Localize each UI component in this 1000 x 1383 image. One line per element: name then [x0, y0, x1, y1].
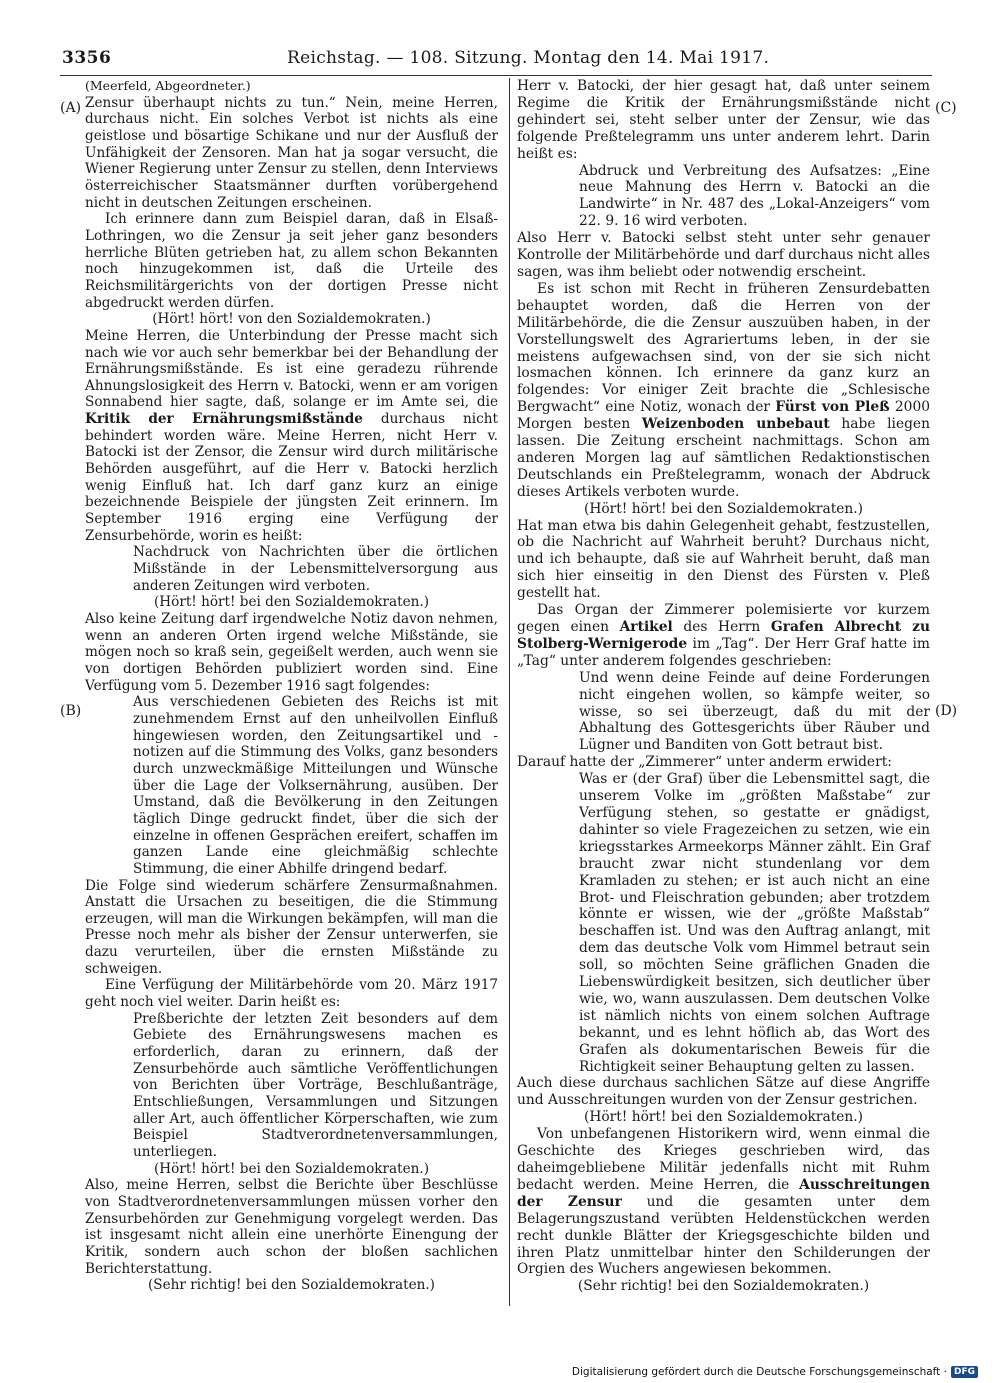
dfg-logo: DFG — [951, 1366, 978, 1378]
quotation: Aus verschiedenen Gebieten des Reichs ist mit zunehmendem Ernst auf den unheilvollen Einfluß hingewiesen worden, den Zeitungsartikel und -notizen auf die Stimmung des Volks, ganz besonders durch unzweckmäßige Mitteilungen und Wünsche über die Lage der Volksernährung, ausüben. Der Umstand, daß die Bevölkerung in den Zeitungen täglich Dinge gedruckt findet, über die sich der einzelne in offenen Gesprächen ereifert, schaffen im ganzen Lande eine gleichmäßig schlechte Stimmung, die einer Abhilfe dringend bedarf. — [133, 694, 498, 877]
paragraph: Eine Verfügung der Militärbehörde vom 20. März 1917 geht noch viel weiter. Darin heißt es: — [85, 977, 498, 1011]
footer-credit: Digitalisierung gefördert durch die Deutsche Forschungsgemeinschaft · — [571, 1366, 947, 1378]
paragraph — [85, 328, 498, 545]
text-run: im „Tag“. Der Herr Graf hatte im „Tag“ unter anderem folgendes geschrieben: — [517, 635, 930, 669]
text-run: und die gesamten unter dem Belagerungszustand verübten Heldenstückchen werden recht dunkle Blätter der Kriegsgeschichte bilden und ihren Platz unmittelbar hinter den Schilderungen der Orgien des Wuchers angewiesen bekommen. — [517, 1193, 930, 1278]
interjection: (Sehr richtig! bei den Sozialdemokraten.) — [148, 1277, 435, 1294]
paragraph: Die Folge sind wiederum schärfere Zensurmaßnahmen. Anstatt die Ursachen zu beseitigen, die die Stimmung erzeugen, will man die Wirkungen bekämpfen, will man die Presse noch mehr als bisher der Zensur unterwerfen, sie dazu verurteilen, über die ernsten Mißstände zu schweigen. — [85, 877, 498, 977]
quotation: Abdruck und Verbreitung des Aufsatzes: „Eine neue Mahnung des Herrn v. Batocki an die Landwirte“ in Nr. 487 des „Lokal-Anzeigers“ vom 22. 9. 16 wird verboten. — [579, 162, 930, 230]
emphasis: Artikel — [619, 619, 673, 635]
paragraph — [517, 602, 930, 670]
emphasis: Kritik der Ernährungsmißstände — [85, 411, 363, 428]
paragraph: Also keine Zeitung darf irgendwelche Notiz davon nehmen, wenn an anderen Orten irgend welche Mißstände, sie mögen noch so kraß sein, gegeißelt werden, auch wenn sie von dortigen Behörden publiziert worden sind. Eine Verfügung vom 5. Dezember 1916 sagt folgendes: — [85, 611, 498, 694]
margin-mark-a: (A) — [60, 100, 82, 116]
paragraph — [517, 281, 930, 501]
margin-mark-b: (B) — [60, 703, 82, 719]
quotation: Und wenn deine Feinde auf deine Forderungen nicht eingehen wollen, so kämpfe weiter, so wisse, so sei überzeugt, daß du mit der Abhaltung des Gottesgerichts über Räuber und Lügner und Banditen von Gott betraut bist. — [579, 669, 930, 754]
interjection: (Hört! hört! bei den Sozialdemokraten.) — [153, 1160, 429, 1177]
emphasis: Fürst von Pleß — [775, 399, 890, 416]
interjection: (Hört! hört! bei den Sozialdemokraten.) — [153, 594, 429, 611]
quotation: Nachdruck von Nachrichten über die örtlichen Mißstände in der Lebensmittelversorgung aus anderen Zeitungen wird verboten. — [133, 544, 498, 594]
quotation: Was er (der Graf) über die Lebensmittel sagt, die unserem Volke im „größten Maßstabe“ zur Verfügung stehen, so gestatte er gnädigst, dahinter so viele Fragezeichen zu setzen, wie ein kriegsstarkes Armeekorps Männer zählt. Ein Graf braucht zwar nicht stundenlang vor dem Kramladen zu stehen; er ist auch nicht an eine Brot- und Fleischration gebunden; aber trotzdem könnte er wissen, wie der „größte Maßstab“ beschaffen ist. Und was den Auftrag anlangt, mit dem das deutsche Volk vom Himmel betraut sein soll, so möchten Seine gräflichen Gnaden die Liebenswürdigkeit besitzen, sich deutlicher über wie, wo, wann auszulassen. Dem deutschen Volke ist nämlich nichts von einem solchen Auftrage bekannt, und es lehnt höflich ab, das Wort des Grafen als dokumentarischen Beweis für die Richtigkeit seiner Behauptung gelten zu lassen. — [579, 771, 930, 1075]
paragraph: Also, meine Herren, selbst die Berichte über Beschlüsse von Stadtverordnetenversammlungen müssen vorher den Zensurbehörden zur Genehmigung vorgelegt werden. Das ist insgesamt nicht allein eine unerhörte Einengung der Kritik, sondern auch schon der bloßen sachlichen Berichterstattung. — [85, 1177, 498, 1277]
paragraph: Zensur überhaupt nichts zu tun.“ Nein, meine Herren, durchaus nicht. Ein solches Verbot ist nichts als eine geistlose und bösartige Schikane und nur der Ausfluß der Unfähigkeit der Zensoren. Man hat ja sogar versucht, die Wiener Regierung unter Zensur zu stellen, denn Interviews österreichischer Staatsmänner durften vorübergehend nicht in deutschen Zeitungen erscheinen. — [85, 94, 498, 211]
paragraph: Auch diese durchaus sachlichen Sätze auf diese Angriffe und Ausschreitungen wurden von der Zensur gestrichen. — [517, 1075, 930, 1109]
column-divider — [509, 78, 510, 1306]
emphasis: Ausschreitungen der Zensur — [517, 1176, 930, 1210]
footer — [572, 1366, 978, 1378]
emphasis: Weizenboden unbebaut — [641, 416, 830, 433]
paragraph: Ich erinnere dann zum Beispiel daran, daß in Elsaß-Lothringen, wo die Zensur ja seit jeher ganz besonders herrliche Blüten getrieben hat, zu allem schon Bekannten noch hinzugekommen ist, daß die Urteile des Reichsmilitärgerichts von der dortigen Presse nicht abgedruckt werden dürfen. — [85, 211, 498, 311]
interjection: (Hört! hört! von den Sozialdemokraten.) — [152, 311, 431, 328]
quotation: Preßberichte der letzten Zeit besonders auf dem Gebiete des Ernährungswesens machen es erforderlich, daran zu erinnern, daß der Zensurbehörde auch sämtliche Veröffentlichungen von Berichten über Vorträge, Beschlußanträge, Entschließungen, Versammlungen und Sitzungen aller Art, auch öffentlicher Körperschaften, wie zum Beispiel Stadtverordnetenversammlungen, unterliegen. — [133, 1010, 498, 1160]
paragraph: Herr v. Batocki, der hier gesagt hat, daß unter seinem Regime die Kritik der Ernährungsmißstände nicht gehindert sei, steht selber unter der Zensur, wie das folgende Preßtelegramm uns unter anderem lehrt. Darin heißt es: — [517, 78, 930, 162]
text-run: des Herrn — [672, 619, 771, 635]
text-run: Es ist schon mit Recht in früheren Zensurdebatten behauptet worden, daß die Herren von der Militärbehörde, die die Zensur auszuüben haben, in der Vorstellungswelt des Agrariertums leben, in der sie meistens aufgewachsen sind, von der sie sich nicht losmachen können. Ich erinnere da ganz kurz an folgendes: Vor einiger Zeit brachte die „Schlesische Bergwacht“ eine Notiz, wonach der — [517, 280, 930, 416]
text-run: Das Organ der Zimmerer polemisierte vor kurzem gegen einen — [517, 602, 930, 635]
text-run: Von unbefangenen Historikern wird, wenn einmal die Geschichte des Krieges geschrieben wird, das daheimgebliebene Militär jedenfalls nicht mit Ruhm bedacht werden. Meine Herren, die — [517, 1126, 930, 1193]
text-run: 2000 Morgen besten — [517, 399, 931, 433]
interjection: (Hört! hört! bei den Sozialdemokraten.) — [583, 500, 864, 517]
page-header — [62, 48, 932, 72]
margin-mark-d: (D) — [935, 703, 958, 719]
interjection: (Hört! hört! bei den Sozialdemokraten.) — [583, 1109, 864, 1126]
emphasis: Grafen Albrecht zu Stolberg-Wernigerode — [517, 619, 930, 652]
paragraph: Darauf hatte der „Zimmerer“ unter anderm erwidert: — [517, 754, 892, 771]
text-run: durchaus nicht behindert worden wäre. Meine Herren, nicht Herr v. Batocki ist der Zensor, die Zensur wird durch militärische Behörden ausgeführt, auf die Herr v. Batocki herzlich wenig Einfluß hat. Ich darf ganz kurz an einige bezeichnende Beispiele der jüngsten Zeit erinnern. Im September 1916 erging eine Verfügung der Zensurbehörde, worin es heißt: — [85, 411, 498, 544]
page-number: 3356 — [62, 48, 112, 68]
running-head: Reichstag. — 108. Sitzung. Montag den 14. Mai 1917. — [287, 48, 770, 68]
paragraph — [517, 1126, 930, 1278]
right-column — [517, 78, 930, 1295]
text-run: habe liegen lassen. Die Zeitung erscheint nachmittags. Schon am anderen Morgen lag auf sämtlichen Redaktionstischen Deutschlands ein Preßtelegramm, wonach der Abdruck dieses Artikels verboten wurde. — [517, 416, 930, 500]
interjection: (Sehr richtig! bei den Sozialdemokraten.) — [577, 1278, 870, 1295]
paragraph: Also Herr v. Batocki selbst steht unter sehr genauer Kontrolle der Militärbehörde und darf durchaus nicht alles sagen, was ihm beliebt oder notwendig erscheint. — [517, 230, 930, 280]
left-column — [85, 78, 498, 1294]
speaker-label: (Meerfeld, Abgeordneter.) — [85, 78, 251, 93]
header-rule — [60, 75, 932, 76]
text-run: Meine Herren, die Unterbindung der Presse macht sich nach wie vor auch sehr bemerkbar bei der Behandlung der Ernährungsmißstände. Es ist eine geradezu rührende Ahnungslosigkeit des Herrn v. Batocki, wenn er am vorigen Sonnabend hier sagte, daß, solange er im Amte sei, die — [85, 327, 498, 411]
paragraph: Hat man etwa bis dahin Gelegenheit gehabt, festzustellen, ob die Nachricht auf Wahrheit beruht? Durchaus nicht, und ich behaupte, daß sie auf Wahrheit beruht, daß man sich hier einseitig in den Dienst des Fürsten v. Pleß gestellt hat. — [517, 517, 930, 602]
margin-mark-c: (C) — [935, 100, 957, 116]
